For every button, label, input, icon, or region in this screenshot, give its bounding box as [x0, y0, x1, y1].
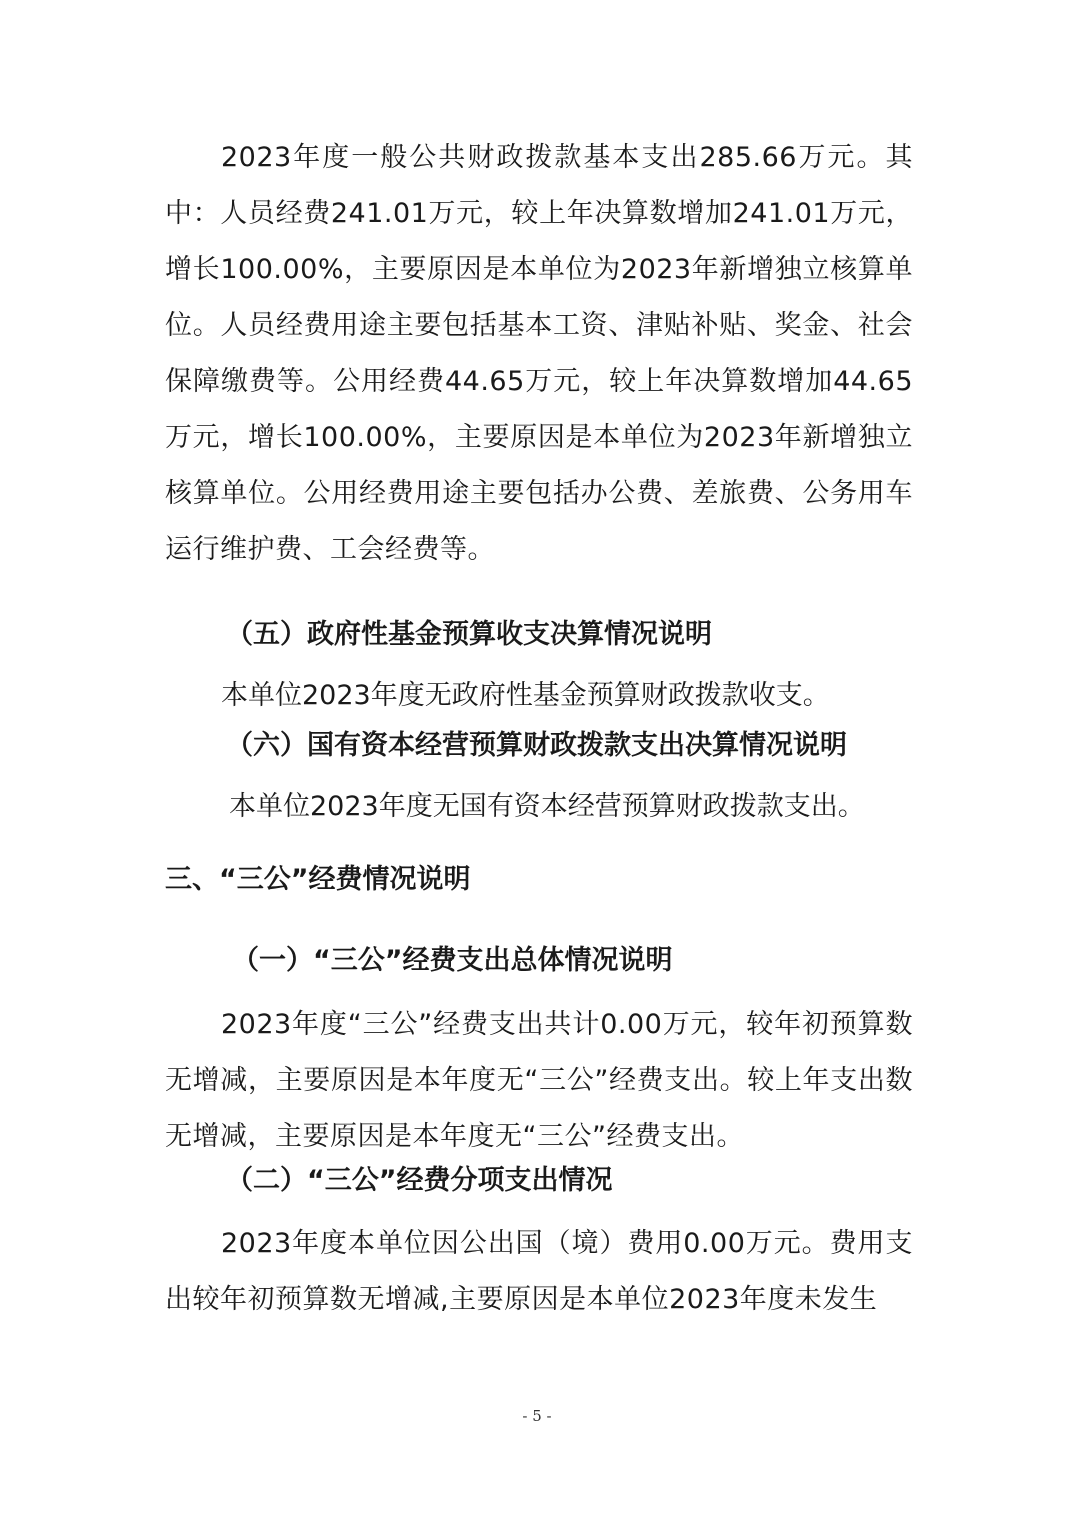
section-heading-three-public: 三、“三公”经费情况说明: [165, 864, 471, 895]
paragraph-three-public-overall: 2023年度“三公”经费支出共计0.00万元，较年初预算数无增减，主要原因是本年度无“三公”经费支出。较上年支出数无增减，主要原因是本年度无“三公”经费支出。: [165, 1009, 913, 1152]
paragraph-basic-expenditure: 2023年度一般公共财政拨款基本支出285.66万元。其中：人员经费241.01万元，较上年决算数增加241.01万元，增长100.00%，主要原因是本单位为2023年新增独立核算单位。人员经费用途主要包括基本工资、津贴补贴、奖金、社会保障缴费等。公用经费44.65万元，较上年决算数增加44.65万元，增长100.00%，主要原因是本单位为2023年新增独立核算单位。公用经费用途主要包括办公费、差旅费、公务用车运行维护费、工会经费等。: [165, 142, 913, 565]
heading-three-public-items: （二）“三公”经费分项支出情况: [226, 1165, 613, 1196]
page-number: - 5 -: [522, 1407, 552, 1425]
heading-three-public-overall: （一）“三公”经费支出总体情况说明: [232, 945, 673, 976]
heading-government-fund: （五）政府性基金预算收支决算情况说明: [226, 619, 712, 650]
paragraph-state-capital: 本单位2023年度无国有资本经营预算财政拨款支出。: [229, 791, 865, 822]
paragraph-government-fund: 本单位2023年度无政府性基金预算财政拨款收支。: [221, 680, 830, 711]
paragraph-three-public-items: 2023年度本单位因公出国（境）费用0.00万元。费用支出较年初预算数无增减,主要原因是本单位2023年度未发生: [165, 1228, 913, 1315]
heading-state-capital: （六）国有资本经营预算财政拨款支出决算情况说明: [226, 730, 847, 761]
